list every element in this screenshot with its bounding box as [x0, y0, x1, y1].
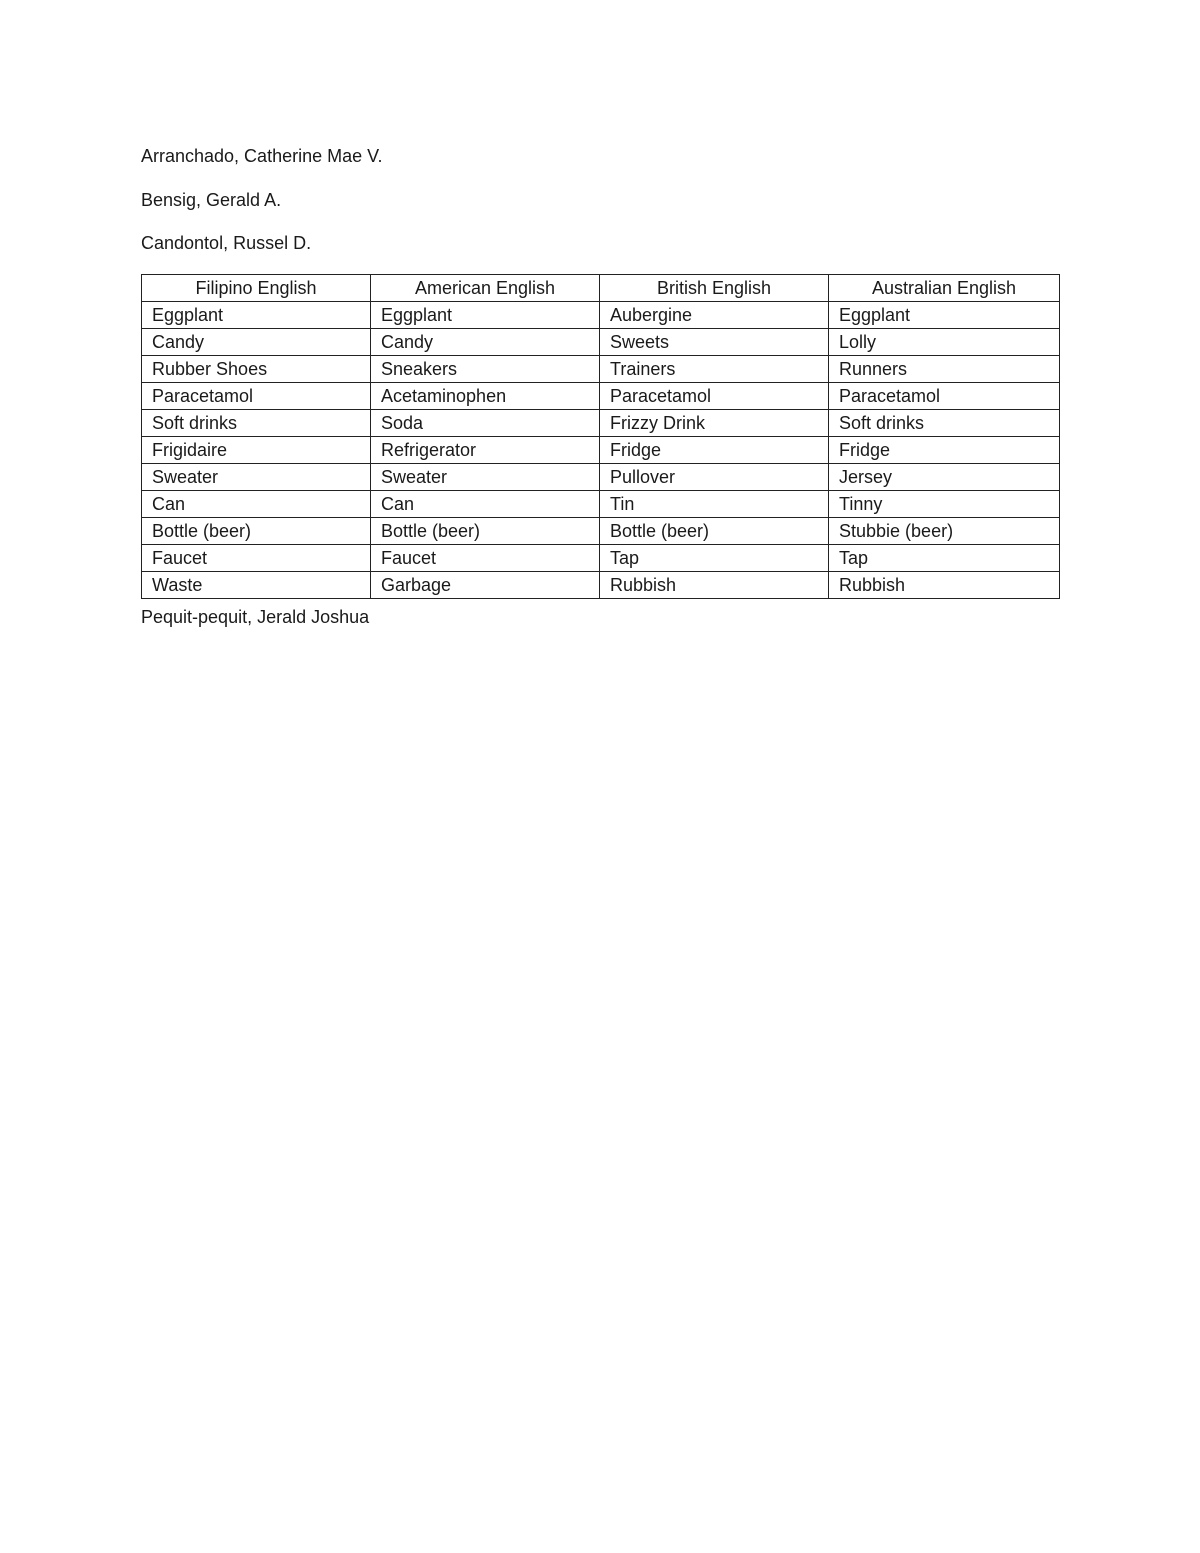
table-row — [142, 329, 1060, 356]
english-variants-table — [141, 274, 1060, 599]
table-cell: Sweets — [600, 329, 829, 356]
table-cell: Aubergine — [600, 302, 829, 329]
table-cell: Rubbish — [829, 572, 1060, 599]
column-header-australian: Australian English — [829, 275, 1060, 302]
author-name: Candontol, Russel D. — [141, 233, 312, 253]
table-cell: Frizzy Drink — [600, 410, 829, 437]
table-cell: Refrigerator — [371, 437, 600, 464]
table-cell: Bottle (beer) — [142, 518, 371, 545]
table-cell: Rubbish — [600, 572, 829, 599]
table-row — [142, 545, 1060, 572]
table-cell: Waste — [142, 572, 371, 599]
table-cell: Tin — [600, 491, 829, 518]
trailing-author-name: Pequit-pequit, Jerald Joshua — [141, 607, 370, 627]
table-cell: Faucet — [371, 545, 600, 572]
table-cell: Fridge — [829, 437, 1060, 464]
table-cell: Tap — [829, 545, 1060, 572]
table-cell: Stubbie (beer) — [829, 518, 1060, 545]
table-header-row — [142, 275, 1060, 302]
table-cell: Eggplant — [142, 302, 371, 329]
table-cell: Bottle (beer) — [600, 518, 829, 545]
table-row — [142, 464, 1060, 491]
column-header-filipino: Filipino English — [142, 275, 371, 302]
table-cell: Garbage — [371, 572, 600, 599]
table-cell: Soft drinks — [829, 410, 1060, 437]
table-cell: Runners — [829, 356, 1060, 383]
table-row — [142, 302, 1060, 329]
table-row — [142, 572, 1060, 599]
table-cell: Candy — [371, 329, 600, 356]
table-cell: Sneakers — [371, 356, 600, 383]
table-cell: Paracetamol — [142, 383, 371, 410]
table-cell: Can — [371, 491, 600, 518]
table-row — [142, 437, 1060, 464]
table-cell: Eggplant — [371, 302, 600, 329]
table-row — [142, 356, 1060, 383]
table-cell: Paracetamol — [829, 383, 1060, 410]
table-cell: Paracetamol — [600, 383, 829, 410]
author-name: Bensig, Gerald A. — [141, 190, 282, 210]
table-cell: Rubber Shoes — [142, 356, 371, 383]
table-cell: Can — [142, 491, 371, 518]
column-header-british: British English — [600, 275, 829, 302]
table-cell: Soft drinks — [142, 410, 371, 437]
table-cell: Trainers — [600, 356, 829, 383]
table-cell: Frigidaire — [142, 437, 371, 464]
table-cell: Tinny — [829, 491, 1060, 518]
table-cell: Tap — [600, 545, 829, 572]
author-name: Arranchado, Catherine Mae V. — [141, 146, 383, 166]
table-cell: Candy — [142, 329, 371, 356]
table-cell: Jersey — [829, 464, 1060, 491]
table-cell: Fridge — [600, 437, 829, 464]
table-cell: Pullover — [600, 464, 829, 491]
table-row — [142, 491, 1060, 518]
table-cell: Eggplant — [829, 302, 1060, 329]
table-row — [142, 383, 1060, 410]
table-cell: Lolly — [829, 329, 1060, 356]
table-cell: Sweater — [371, 464, 600, 491]
table-row — [142, 518, 1060, 545]
table-cell: Acetaminophen — [371, 383, 600, 410]
table-cell: Faucet — [142, 545, 371, 572]
column-header-american: American English — [371, 275, 600, 302]
table-cell: Sweater — [142, 464, 371, 491]
table-cell: Bottle (beer) — [371, 518, 600, 545]
table-cell: Soda — [371, 410, 600, 437]
table-row — [142, 410, 1060, 437]
